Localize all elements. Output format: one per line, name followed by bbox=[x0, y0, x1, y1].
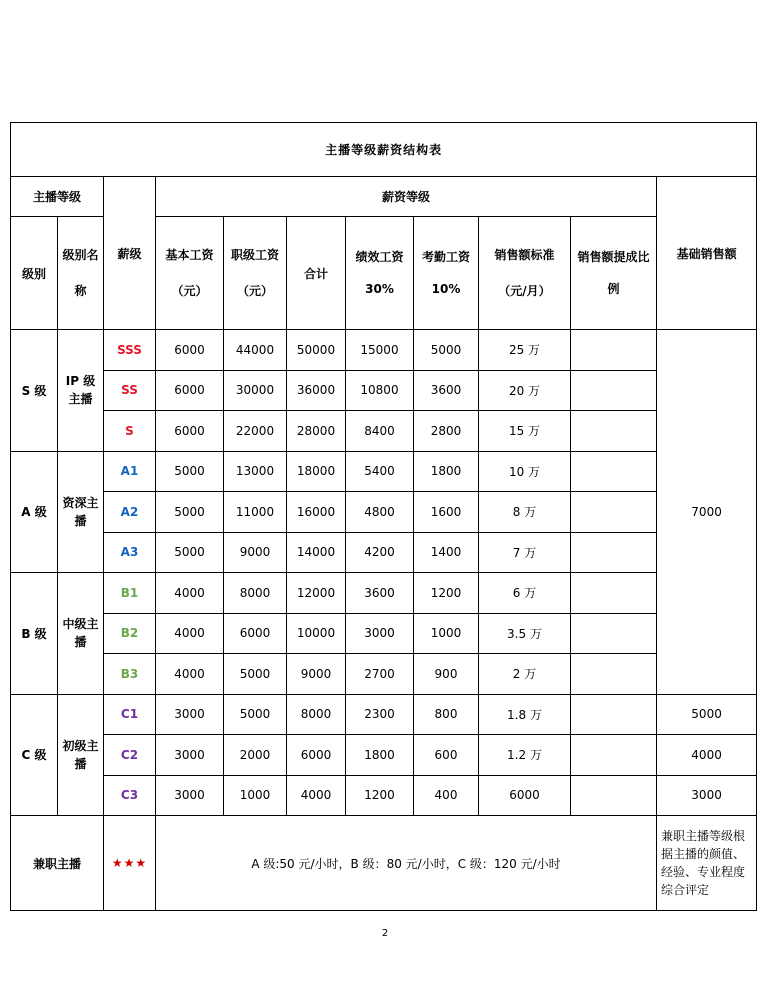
base-salary-cell: 3000 bbox=[156, 775, 224, 816]
table-row bbox=[11, 775, 757, 816]
base-sales-merged-cell: 7000 bbox=[657, 330, 757, 695]
sales-target-cell: 1.2 万 bbox=[479, 735, 571, 776]
total-cell: 18000 bbox=[287, 451, 346, 492]
header-position-salary: 职级工资（元） bbox=[224, 217, 287, 330]
commission-cell bbox=[571, 370, 657, 411]
total-cell: 12000 bbox=[287, 573, 346, 614]
commission-cell bbox=[571, 694, 657, 735]
table-row bbox=[11, 532, 757, 573]
position-salary-cell: 5000 bbox=[224, 654, 287, 695]
performance-cell: 3000 bbox=[346, 613, 414, 654]
table-row bbox=[11, 411, 757, 452]
performance-cell: 8400 bbox=[346, 411, 414, 452]
base-salary-cell: 3000 bbox=[156, 694, 224, 735]
attendance-cell: 900 bbox=[414, 654, 479, 695]
attendance-cell: 600 bbox=[414, 735, 479, 776]
attendance-cell: 1400 bbox=[414, 532, 479, 573]
table-row bbox=[11, 330, 757, 371]
header-salary-grade: 薪资等级 bbox=[156, 177, 657, 217]
header-attendance: 考勤工资 10% bbox=[414, 217, 479, 330]
pay-grade-code: A1 bbox=[104, 451, 156, 492]
performance-cell: 10800 bbox=[346, 370, 414, 411]
sales-target-cell: 6 万 bbox=[479, 573, 571, 614]
header-sales-target: 销售额标准（元/月） bbox=[479, 217, 571, 330]
base-salary-cell: 6000 bbox=[156, 411, 224, 452]
header-base-salary: 基本工资（元） bbox=[156, 217, 224, 330]
position-salary-cell: 30000 bbox=[224, 370, 287, 411]
attendance-cell: 1600 bbox=[414, 492, 479, 533]
performance-cell: 2700 bbox=[346, 654, 414, 695]
commission-cell bbox=[571, 573, 657, 614]
level-cell: S 级 bbox=[11, 330, 58, 452]
attendance-cell: 1000 bbox=[414, 613, 479, 654]
total-cell: 8000 bbox=[287, 694, 346, 735]
total-cell: 14000 bbox=[287, 532, 346, 573]
commission-cell bbox=[571, 775, 657, 816]
sales-target-cell: 7 万 bbox=[479, 532, 571, 573]
position-salary-cell: 6000 bbox=[224, 613, 287, 654]
sales-target-cell: 2 万 bbox=[479, 654, 571, 695]
performance-cell: 5400 bbox=[346, 451, 414, 492]
header-base-sales: 基础销售额 bbox=[657, 177, 757, 330]
salary-table bbox=[10, 122, 757, 911]
attendance-cell: 400 bbox=[414, 775, 479, 816]
table-row bbox=[11, 735, 757, 776]
base-sales-cell: 5000 bbox=[657, 694, 757, 735]
position-salary-cell: 1000 bbox=[224, 775, 287, 816]
star-rating-icon: ★★★ bbox=[104, 816, 156, 911]
header-performance: 绩效工资 30% bbox=[346, 217, 414, 330]
total-cell: 28000 bbox=[287, 411, 346, 452]
part-time-rates: A 级:50 元/小时，B 级：80 元/小时，C 级：120 元/小时 bbox=[156, 816, 657, 911]
total-cell: 16000 bbox=[287, 492, 346, 533]
performance-cell: 1800 bbox=[346, 735, 414, 776]
position-salary-cell: 5000 bbox=[224, 694, 287, 735]
total-cell: 6000 bbox=[287, 735, 346, 776]
base-salary-cell: 6000 bbox=[156, 370, 224, 411]
level-cell: B 级 bbox=[11, 573, 58, 695]
pay-grade-code: C3 bbox=[104, 775, 156, 816]
base-salary-cell: 3000 bbox=[156, 735, 224, 776]
pay-grade-code: C2 bbox=[104, 735, 156, 776]
pay-grade-code: A3 bbox=[104, 532, 156, 573]
attendance-cell: 2800 bbox=[414, 411, 479, 452]
attendance-cell: 5000 bbox=[414, 330, 479, 371]
commission-cell bbox=[571, 330, 657, 371]
sales-target-cell: 20 万 bbox=[479, 370, 571, 411]
sales-target-cell: 1.8 万 bbox=[479, 694, 571, 735]
performance-cell: 2300 bbox=[346, 694, 414, 735]
base-sales-cell: 3000 bbox=[657, 775, 757, 816]
position-salary-cell: 13000 bbox=[224, 451, 287, 492]
page-number: 2 bbox=[381, 928, 389, 939]
commission-cell bbox=[571, 492, 657, 533]
table-row bbox=[11, 492, 757, 533]
commission-cell bbox=[571, 451, 657, 492]
table-row bbox=[11, 694, 757, 735]
pay-grade-code: A2 bbox=[104, 492, 156, 533]
commission-cell bbox=[571, 532, 657, 573]
header-commission: 销售额提成比例 bbox=[571, 217, 657, 330]
table-row bbox=[11, 451, 757, 492]
table-row bbox=[11, 613, 757, 654]
position-salary-cell: 9000 bbox=[224, 532, 287, 573]
performance-cell: 4200 bbox=[346, 532, 414, 573]
pay-grade-code: B2 bbox=[104, 613, 156, 654]
header-anchor-level: 主播等级 bbox=[11, 177, 104, 217]
base-salary-cell: 4000 bbox=[156, 573, 224, 614]
performance-cell: 4800 bbox=[346, 492, 414, 533]
sales-target-cell: 10 万 bbox=[479, 451, 571, 492]
attendance-cell: 3600 bbox=[414, 370, 479, 411]
base-salary-cell: 5000 bbox=[156, 451, 224, 492]
table-row bbox=[11, 573, 757, 614]
sales-target-cell: 3.5 万 bbox=[479, 613, 571, 654]
part-time-label: 兼职主播 bbox=[11, 816, 104, 911]
position-salary-cell: 8000 bbox=[224, 573, 287, 614]
position-salary-cell: 2000 bbox=[224, 735, 287, 776]
header-level-name: 级别名称 bbox=[58, 217, 104, 330]
attendance-cell: 1200 bbox=[414, 573, 479, 614]
pay-grade-code: C1 bbox=[104, 694, 156, 735]
table-title: 主播等级薪资结构表 bbox=[11, 123, 757, 177]
pay-grade-code: S bbox=[104, 411, 156, 452]
table-row bbox=[11, 370, 757, 411]
level-name-cell: 资深主播 bbox=[58, 451, 104, 573]
performance-cell: 1200 bbox=[346, 775, 414, 816]
header-level: 级别 bbox=[11, 217, 58, 330]
sales-target-cell: 6000 bbox=[479, 775, 571, 816]
total-cell: 50000 bbox=[287, 330, 346, 371]
base-salary-cell: 4000 bbox=[156, 654, 224, 695]
performance-cell: 3600 bbox=[346, 573, 414, 614]
position-salary-cell: 22000 bbox=[224, 411, 287, 452]
commission-cell bbox=[571, 411, 657, 452]
base-salary-cell: 6000 bbox=[156, 330, 224, 371]
pay-grade-code: B1 bbox=[104, 573, 156, 614]
pay-grade-code: SS bbox=[104, 370, 156, 411]
base-salary-cell: 5000 bbox=[156, 492, 224, 533]
header-total: 合计 bbox=[287, 217, 346, 330]
level-name-cell: 中级主播 bbox=[58, 573, 104, 695]
sales-target-cell: 25 万 bbox=[479, 330, 571, 371]
level-cell: A 级 bbox=[11, 451, 58, 573]
pay-grade-code: SSS bbox=[104, 330, 156, 371]
position-salary-cell: 44000 bbox=[224, 330, 287, 371]
base-sales-cell: 4000 bbox=[657, 735, 757, 776]
total-cell: 4000 bbox=[287, 775, 346, 816]
base-salary-cell: 5000 bbox=[156, 532, 224, 573]
total-cell: 10000 bbox=[287, 613, 346, 654]
position-salary-cell: 11000 bbox=[224, 492, 287, 533]
commission-cell bbox=[571, 654, 657, 695]
sales-target-cell: 15 万 bbox=[479, 411, 571, 452]
pay-grade-code: B3 bbox=[104, 654, 156, 695]
total-cell: 36000 bbox=[287, 370, 346, 411]
base-salary-cell: 4000 bbox=[156, 613, 224, 654]
level-cell: C 级 bbox=[11, 694, 58, 816]
level-name-cell: 初级主播 bbox=[58, 694, 104, 816]
sales-target-cell: 8 万 bbox=[479, 492, 571, 533]
table-row bbox=[11, 654, 757, 695]
commission-cell bbox=[571, 735, 657, 776]
performance-cell: 15000 bbox=[346, 330, 414, 371]
total-cell: 9000 bbox=[287, 654, 346, 695]
commission-cell bbox=[571, 613, 657, 654]
level-name-cell: IP 级主播 bbox=[58, 330, 104, 452]
attendance-cell: 800 bbox=[414, 694, 479, 735]
part-time-note: 兼职主播等级根据主播的颜值、经验、专业程度综合评定 bbox=[657, 816, 757, 911]
header-pay-grade: 薪级 bbox=[104, 177, 156, 330]
attendance-cell: 1800 bbox=[414, 451, 479, 492]
